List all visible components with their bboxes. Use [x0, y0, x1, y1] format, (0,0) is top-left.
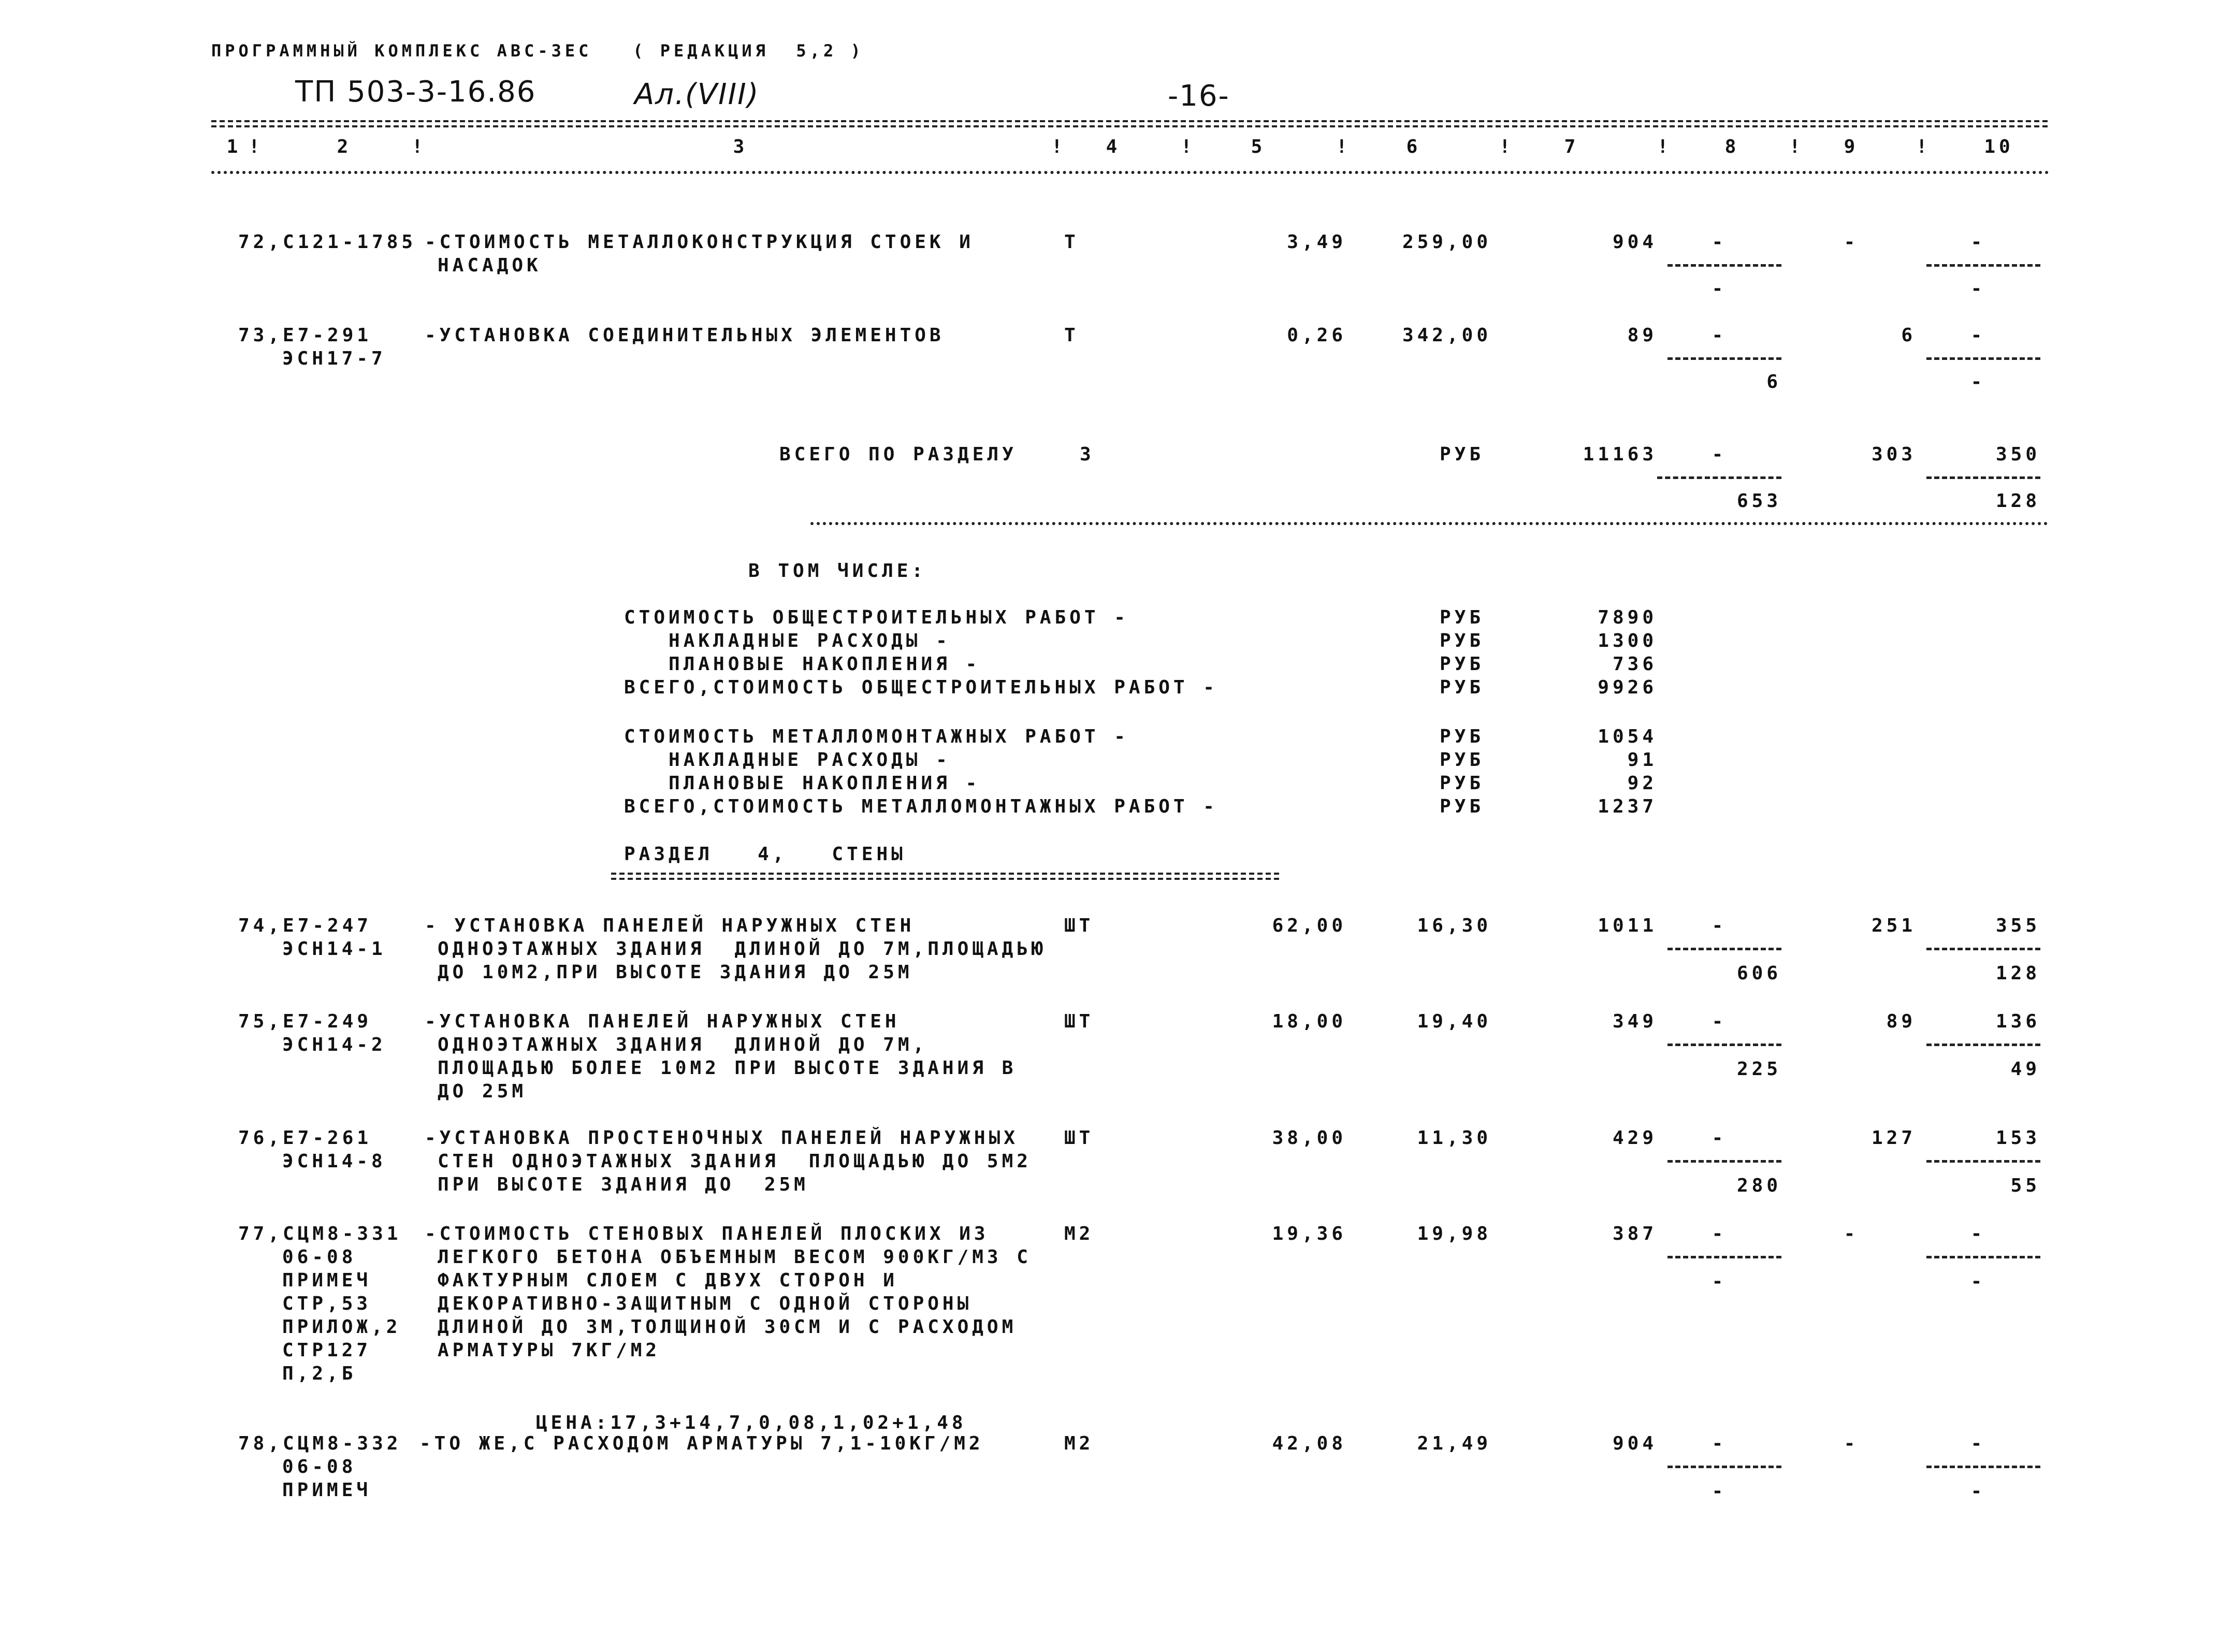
- row-unit: М2: [1064, 1223, 1094, 1244]
- row-col9: 127: [1871, 1127, 1916, 1149]
- row-qty: 18,00: [1272, 1011, 1346, 1032]
- col-5: 5: [1251, 136, 1266, 157]
- row-desc-line: ЛЕГКОГО БЕТОНА ОБЪЕМНЫМ ВЕСОМ 900КГ/М3 С: [438, 1247, 1032, 1268]
- section-total-value: 11163: [1583, 444, 1657, 465]
- row-col10-top: 153: [1995, 1127, 2040, 1149]
- row-code: П,2,Б: [282, 1363, 357, 1384]
- section-total-col8-bottom: 653: [1736, 490, 1781, 512]
- row-desc-line: -СТОИМОСТЬ МЕТАЛЛОКОНСТРУКЦИЯ СТОЕК И: [425, 231, 974, 253]
- row-unit: М2: [1064, 1433, 1094, 1454]
- row-unit: Т: [1064, 325, 1079, 346]
- col-6: 6: [1406, 136, 1422, 157]
- breakdown-unit: РУБ: [1440, 749, 1485, 771]
- row-code: ПРИМЕЧ: [282, 1270, 372, 1291]
- row-number: 76,Е7-261: [238, 1127, 372, 1149]
- row-desc-line: АРМАТУРЫ 7КГ/М2: [438, 1340, 661, 1361]
- section-title-underline: [611, 873, 1279, 880]
- row-col9: 6: [1901, 325, 1916, 346]
- row-code: ЭСН17-7: [282, 348, 386, 369]
- row-col8-bottom: 225: [1736, 1059, 1781, 1080]
- row-number: 74,Е7-247: [238, 915, 372, 936]
- breakdown-unit: РУБ: [1440, 654, 1485, 675]
- fraction-bar: [1926, 948, 2040, 950]
- row-code: ЭСН14-1: [282, 938, 386, 960]
- row-total: 904: [1612, 231, 1657, 253]
- section-total-number: 3: [1080, 444, 1095, 465]
- row-col8-top: -: [1712, 1127, 1727, 1149]
- row-price: 19,40: [1417, 1011, 1491, 1032]
- row-code: ПРИЛОЖ,2: [282, 1316, 401, 1338]
- row-number: 72,С121-1785: [238, 231, 417, 253]
- row-code: СТР127: [282, 1340, 372, 1361]
- row-price: 11,30: [1417, 1127, 1491, 1149]
- row-qty: 42,08: [1272, 1433, 1346, 1454]
- section-total-rule: [810, 522, 2048, 525]
- row-total: 904: [1612, 1433, 1657, 1454]
- row-code: ЭСН14-8: [282, 1151, 386, 1172]
- row-number: 75,Е7-249: [238, 1011, 372, 1032]
- row-col8-top: -: [1712, 1011, 1727, 1032]
- row-total: 349: [1612, 1011, 1657, 1032]
- row-number: 73,Е7-291: [238, 325, 372, 346]
- row-col8-bottom: 6: [1766, 371, 1781, 393]
- row-col10-top: -: [1970, 1223, 1986, 1244]
- row-col8-top: -: [1712, 915, 1727, 936]
- fraction-bar: [1668, 948, 1781, 950]
- breakdown-unit: РУБ: [1440, 607, 1485, 628]
- row-price: 342,00: [1402, 325, 1491, 346]
- row-desc-line: -СТОИМОСТЬ СТЕНОВЫХ ПАНЕЛЕЙ ПЛОСКИХ ИЗ: [425, 1223, 989, 1244]
- row-col10-top: 136: [1995, 1011, 2040, 1032]
- section-total-col10-bottom: 128: [1995, 490, 2040, 512]
- section-total-col9: 303: [1871, 444, 1916, 465]
- row-col9: -: [1844, 231, 1859, 253]
- breakdown-label: ВСЕГО,СТОИМОСТЬ МЕТАЛЛОМОНТАЖНЫХ РАБОТ -: [624, 796, 1218, 817]
- row-col10-bottom: 128: [1995, 963, 2040, 984]
- row-col8-top: -: [1712, 1223, 1727, 1244]
- row-desc-line: ОДНОЭТАЖНЫХ ЗДАНИЯ ДЛИНОЙ ДО 7М,: [438, 1034, 928, 1055]
- fraction-bar: [1926, 264, 2040, 267]
- row-price: 21,49: [1417, 1433, 1491, 1454]
- row-col9: -: [1844, 1223, 1859, 1244]
- breakdown-value: 1300: [1598, 630, 1657, 651]
- col-3: 3: [733, 136, 748, 157]
- row-code: ЭСН14-2: [282, 1034, 386, 1055]
- breakdown-unit: РУБ: [1440, 796, 1485, 817]
- page-number: -16-: [1168, 79, 1230, 113]
- row-desc-line: - УСТАНОВКА ПАНЕЛЕЙ НАРУЖНЫХ СТЕН: [425, 915, 915, 936]
- breakdown-unit: РУБ: [1440, 773, 1485, 794]
- row-col8-bottom: 606: [1736, 963, 1781, 984]
- row-col10-bottom: -: [1970, 371, 1986, 393]
- row-col10-bottom: 55: [2010, 1175, 2040, 1196]
- row-desc-line: ДО 10М2,ПРИ ВЫСОТЕ ЗДАНИЯ ДО 25М: [438, 962, 913, 983]
- doc-code: ТП 503-3-16.86: [295, 75, 536, 109]
- breakdown-value: 91: [1627, 749, 1657, 771]
- row-unit: ШТ: [1064, 1127, 1094, 1149]
- col-separators: !: [1051, 136, 1066, 157]
- row-col10-bottom: -: [1970, 1481, 1986, 1502]
- row-desc-line: -УСТАНОВКА СОЕДИНИТЕЛЬНЫХ ЭЛЕМЕНТОВ: [425, 325, 945, 346]
- breakdown-label: ПЛАНОВЫЕ НАКОПЛЕНИЯ -: [624, 773, 981, 794]
- breakdown-value: 92: [1627, 773, 1657, 794]
- row-desc-line: ДЕКОРАТИВНО-ЗАЩИТНЫМ С ОДНОЙ СТОРОНЫ: [438, 1293, 973, 1314]
- row-total: 429: [1612, 1127, 1657, 1149]
- row-desc-line: ДЛИНОЙ ДО 3М,ТОЛЩИНОЙ 30СМ И С РАСХОДОМ: [438, 1316, 1017, 1338]
- row-col8-bottom: -: [1712, 1481, 1727, 1502]
- row-total: 89: [1627, 325, 1657, 346]
- fraction-bar: [1926, 1044, 2040, 1046]
- row-qty: 0,26: [1287, 325, 1346, 346]
- row-desc-line: НАСАДОК: [438, 255, 542, 276]
- fraction-bar: [1926, 357, 2040, 360]
- section-total-unit: РУБ: [1440, 444, 1485, 465]
- col-separators: !: [249, 136, 264, 157]
- row-number: 78,СЦМ8-332: [238, 1433, 402, 1454]
- row-desc-line: -ТО ЖЕ,С РАСХОДОМ АРМАТУРЫ 7,1-10КГ/М2: [419, 1433, 984, 1454]
- row-col10-top: -: [1970, 325, 1986, 346]
- col-separators: !: [1916, 136, 1931, 157]
- fraction-bar: [1668, 1466, 1781, 1468]
- col-separators: !: [412, 136, 427, 157]
- row-code: 06-08: [282, 1247, 357, 1268]
- fraction-bar: [1668, 264, 1781, 267]
- row-price: 259,00: [1402, 231, 1491, 253]
- fraction-bar: [1926, 1256, 2040, 1258]
- section-total-col8-top: -: [1712, 444, 1727, 465]
- col-9: 9: [1844, 136, 1859, 157]
- breakdown-value: 736: [1612, 654, 1657, 675]
- row-qty: 38,00: [1272, 1127, 1346, 1149]
- row-col8-bottom: -: [1712, 1271, 1727, 1292]
- row-desc-line: СТЕН ОДНОЭТАЖНЫХ ЗДАНИЯ ПЛОЩАДЬЮ ДО 5М2: [438, 1151, 1032, 1172]
- row-col9: 251: [1871, 915, 1916, 936]
- row-col10-top: -: [1970, 231, 1986, 253]
- row-col10-top: 355: [1995, 915, 2040, 936]
- col-7: 7: [1564, 136, 1579, 157]
- breakdown-value: 9926: [1598, 677, 1657, 698]
- program-title: ПРОГРАММНЫЙ КОМПЛЕКС АВС-ЗЕС ( РЕДАКЦИЯ 5,2 ): [211, 41, 864, 61]
- col-separators: !: [1336, 136, 1351, 157]
- section-total-label: ВСЕГО ПО РАЗДЕЛУ: [779, 444, 1017, 465]
- row-code: 06-08: [282, 1456, 357, 1477]
- row-desc-line: ДО 25М: [438, 1081, 527, 1102]
- row-unit: Т: [1064, 231, 1079, 253]
- row-code: СТР,53: [282, 1293, 372, 1314]
- breakdown-label: ВСЕГО,СТОИМОСТЬ ОБЩЕСТРОИТЕЛЬНЫХ РАБОТ -: [624, 677, 1218, 698]
- row-desc-line: ПРИ ВЫСОТЕ ЗДАНИЯ ДО 25М: [438, 1174, 809, 1195]
- breakdown-unit: РУБ: [1440, 677, 1485, 698]
- col-separators: !: [1789, 136, 1804, 157]
- row-col10-bottom: -: [1970, 278, 1986, 299]
- col-8: 8: [1724, 136, 1740, 157]
- row-col8-bottom: -: [1712, 278, 1727, 299]
- row-desc-line: ОДНОЭТАЖНЫХ ЗДАНИЯ ДЛИНОЙ ДО 7М,ПЛОЩАДЬЮ: [438, 938, 1047, 960]
- col-10: 10: [1984, 136, 2014, 157]
- row-col9: -: [1844, 1433, 1859, 1454]
- row-col8-top: -: [1712, 231, 1727, 253]
- price-note: ЦЕНА:17,3+14,7,0,08,1,02+1,48: [536, 1412, 967, 1433]
- breakdown-label: НАКЛАДНЫЕ РАСХОДЫ -: [624, 630, 951, 651]
- row-desc-line: -УСТАНОВКА ПАНЕЛЕЙ НАРУЖНЫХ СТЕН: [425, 1011, 900, 1032]
- section-total-col10-top: 350: [1995, 444, 2040, 465]
- breakdown-value: 1054: [1598, 726, 1657, 747]
- fraction-bar: [1926, 1160, 2040, 1163]
- col-separators: !: [1499, 136, 1514, 157]
- row-number: 77,СЦМ8-331: [238, 1223, 402, 1244]
- row-col9: 89: [1886, 1011, 1916, 1032]
- breakdown-label: СТОИМОСТЬ ОБЩЕСТРОИТЕЛЬНЫХ РАБОТ -: [624, 607, 1129, 628]
- breakdown-label: НАКЛАДНЫЕ РАСХОДЫ -: [624, 749, 951, 771]
- row-total: 387: [1612, 1223, 1657, 1244]
- row-col8-top: -: [1712, 1433, 1727, 1454]
- col-separators: !: [1181, 136, 1196, 157]
- col-2: 2: [337, 136, 352, 157]
- row-col8-bottom: 280: [1736, 1175, 1781, 1196]
- row-desc-line: -УСТАНОВКА ПРОСТЕНОЧНЫХ ПАНЕЛЕЙ НАРУЖНЫХ: [425, 1127, 1019, 1149]
- row-total: 1011: [1598, 915, 1657, 936]
- row-qty: 62,00: [1272, 915, 1346, 936]
- fraction-bar: [1668, 357, 1781, 360]
- fraction-bar: [1668, 1044, 1781, 1046]
- breakdown-unit: РУБ: [1440, 726, 1485, 747]
- row-desc-line: ПЛОЩАДЬЮ БОЛЕЕ 10М2 ПРИ ВЫСОТЕ ЗДАНИЯ В: [438, 1057, 1017, 1079]
- fraction-bar: [1926, 476, 2040, 479]
- breakdown-unit: РУБ: [1440, 630, 1485, 651]
- header-top-rule: [211, 120, 2050, 127]
- fraction-bar: [1657, 476, 1781, 479]
- col-4: 4: [1106, 136, 1121, 157]
- fraction-bar: [1668, 1256, 1781, 1258]
- row-qty: 3,49: [1287, 231, 1346, 253]
- album-label: Ал.(VIII): [634, 78, 760, 111]
- row-unit: ШТ: [1064, 915, 1094, 936]
- breakdown-label: ПЛАНОВЫЕ НАКОПЛЕНИЯ -: [624, 654, 981, 675]
- row-desc-line: ФАКТУРНЫМ СЛОЕМ С ДВУХ СТОРОН И: [438, 1270, 898, 1291]
- fraction-bar: [1926, 1466, 2040, 1468]
- col-1: 1: [226, 136, 242, 157]
- fraction-bar: [1668, 1160, 1781, 1163]
- row-price: 19,98: [1417, 1223, 1491, 1244]
- row-unit: ШТ: [1064, 1011, 1094, 1032]
- breakdown-value: 7890: [1598, 607, 1657, 628]
- breakdown-heading: В ТОМ ЧИСЛЕ:: [748, 560, 927, 582]
- header-bottom-rule: [211, 171, 2050, 174]
- row-col10-top: -: [1970, 1433, 1986, 1454]
- row-col8-top: -: [1712, 325, 1727, 346]
- row-col10-bottom: 49: [2010, 1059, 2040, 1080]
- row-price: 16,30: [1417, 915, 1491, 936]
- row-code: ПРИМЕЧ: [282, 1480, 372, 1501]
- breakdown-value: 1237: [1598, 796, 1657, 817]
- row-col10-bottom: -: [1970, 1271, 1986, 1292]
- breakdown-label: СТОИМОСТЬ МЕТАЛЛОМОНТАЖНЫХ РАБОТ -: [624, 726, 1129, 747]
- col-separators: !: [1657, 136, 1672, 157]
- section-title: РАЗДЕЛ 4, СТЕНЫ: [624, 844, 906, 865]
- row-qty: 19,36: [1272, 1223, 1346, 1244]
